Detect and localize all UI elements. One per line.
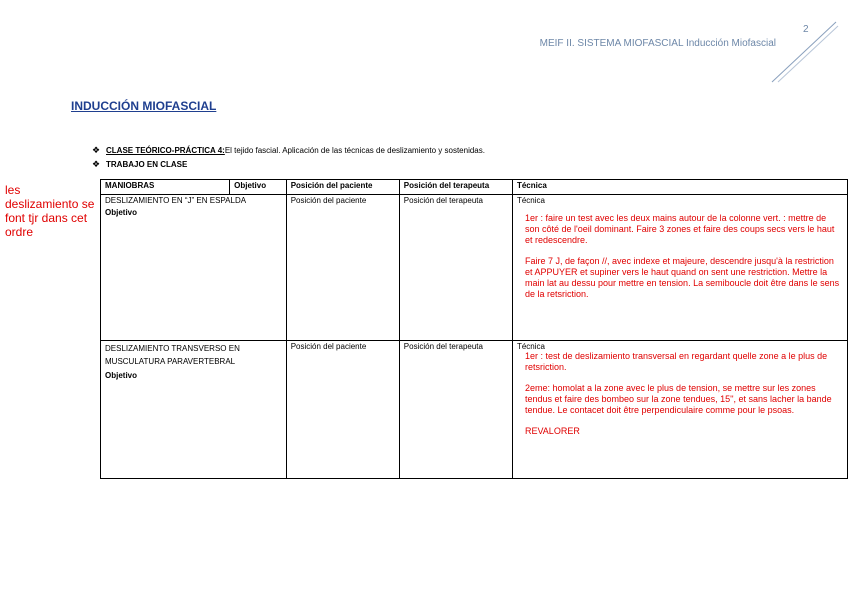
document-title: INDUCCIÓN MIOFASCIAL <box>71 99 217 113</box>
bullet-list <box>92 143 485 171</box>
maniobra-name: DESLIZAMIENTO TRANSVERSO EN MUSCULATURA PARAVERTEBRAL <box>105 344 240 366</box>
column-header: Posición del paciente <box>286 180 399 195</box>
pos-paciente-cell: Posición del paciente <box>286 195 399 341</box>
bullet-item <box>92 157 485 171</box>
column-header: Posición del terapeuta <box>399 180 512 195</box>
tecnica-cell <box>512 195 847 341</box>
note-paragraph: 2eme: homolat a la zone avec le plus de tension, se mettre sur les zones tendus et faire des bombeo sur la zone tendues, 15'', et sans lacher la bande tendue. Le contacet doit être perpendiculaire comme pour le psoas. <box>524 383 832 415</box>
bullet-item <box>92 143 485 157</box>
objetivo-label: Objetivo <box>105 371 138 380</box>
header-decoration-lines <box>770 20 840 84</box>
bullet-label: CLASE TEÓRICO-PRÁCTICA 4: <box>106 145 225 155</box>
maniobra-cell <box>101 195 287 341</box>
header-page-number: 2 <box>803 24 809 35</box>
note-paragraph: Faire 7 J, de façon //, avec indexe et majeure, descendre jusqu'à la restriction et APPUYER et supiner vers le haut quand on sent une restriction. Mettre la main lat au dessu pour mettre en tension. La semiboucle doit être dans le sens de la retsriction. <box>524 256 840 299</box>
pos-paciente-cell: Posición del paciente <box>286 341 399 479</box>
diamond-bullet-icon: ❖ <box>92 144 101 155</box>
bullet-text: El tejido fascial. Aplicación de las técnicas de deslizamiento y sostenidas. <box>224 145 485 155</box>
table-row <box>101 341 848 479</box>
maniobra-name: DESLIZAMIENTO EN “J” EN ESPALDA <box>105 196 247 205</box>
table-row <box>101 195 848 341</box>
margin-annotation: les deslizamiento se font tjr dans cet ordre <box>5 183 95 239</box>
column-header: Objetivo <box>230 180 287 195</box>
maniobra-cell <box>101 341 287 479</box>
handwritten-notes <box>525 351 843 437</box>
column-header: Técnica <box>512 180 847 195</box>
objetivo-label: Objetivo <box>105 208 138 217</box>
running-title: MEIF II. SISTEMA MIOFASCIAL Inducción Miofascial <box>539 38 776 49</box>
note-paragraph: REVALORER <box>524 426 580 436</box>
tecnica-cell <box>512 341 847 479</box>
column-header: MANIOBRAS <box>101 180 230 195</box>
table-header-row <box>101 180 848 195</box>
pos-terapeuta-cell: Posición del terapeuta <box>399 341 512 479</box>
bullet-text: TRABAJO EN CLASE <box>106 159 188 169</box>
diamond-bullet-icon: ❖ <box>92 158 101 169</box>
note-paragraph: 1er : test de deslizamiento transversal en regardant quelle zone a le plus de retsriction. <box>524 351 828 372</box>
tecnica-label: Técnica <box>516 196 545 205</box>
tecnica-label: Técnica <box>516 342 545 351</box>
maniobras-table <box>100 179 848 479</box>
handwritten-notes <box>525 213 843 300</box>
pos-terapeuta-cell: Posición del terapeuta <box>399 195 512 341</box>
note-paragraph: 1er : faire un test avec les deux mains autour de la colonne vert. : mettre de son côté de l'oeil dominant. Faire 3 zones et faire des coups secs vers le haut et redescendre. <box>524 213 835 245</box>
